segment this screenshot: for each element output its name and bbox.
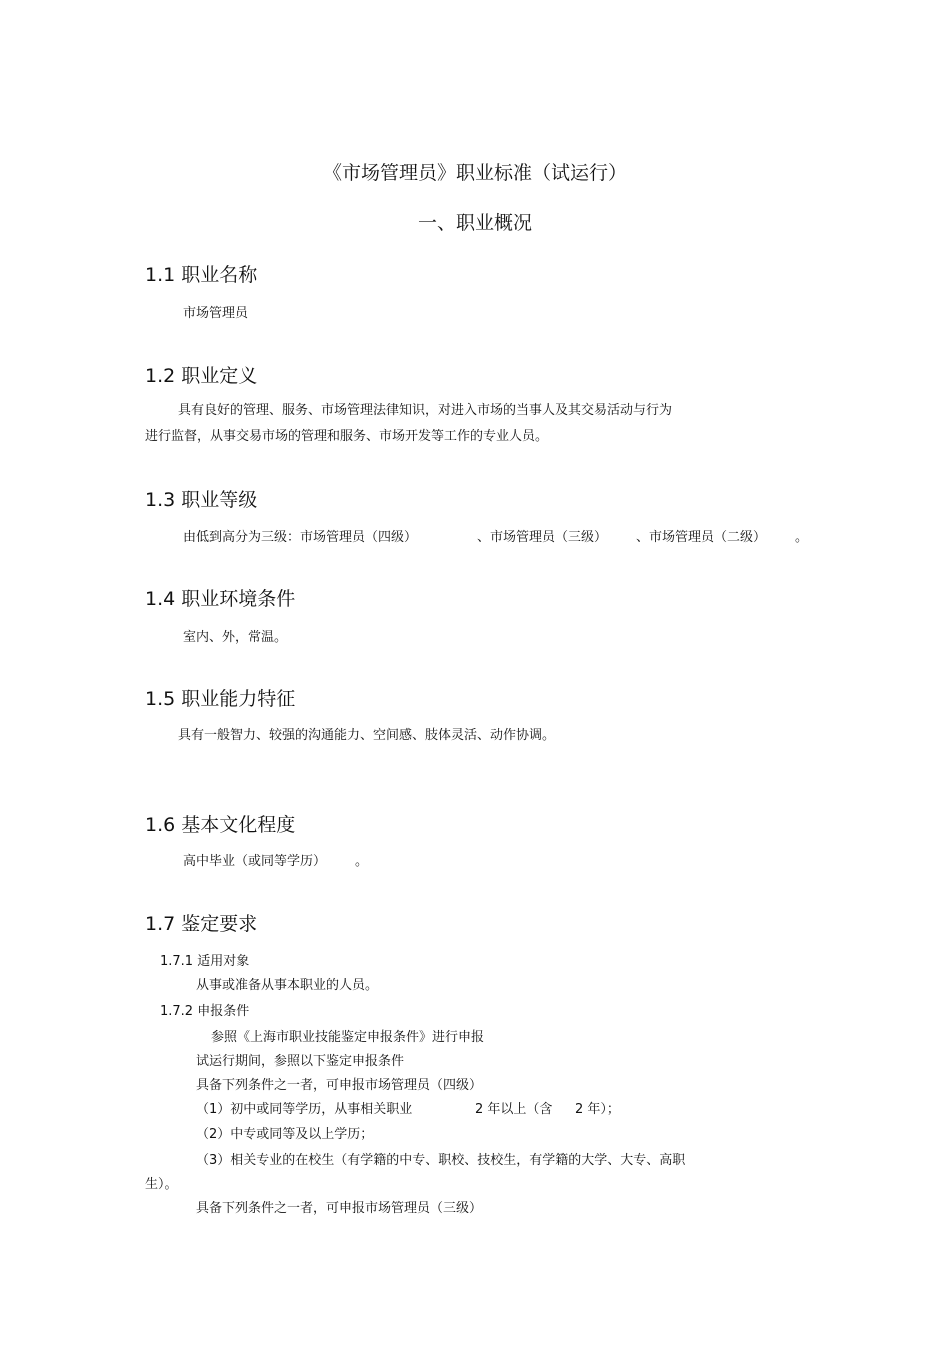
section-heading-1-4: 1.4 职业环境条件 — [145, 588, 296, 610]
condition-3-line-2: 生）。 — [145, 1177, 178, 1192]
section-heading-1-5: 1.5 职业能力特征 — [145, 688, 296, 710]
subsection-heading-1-7-2: 1.7.2 申报条件 — [160, 1004, 250, 1019]
levels-text-part-2: 、市场管理员（三级） — [477, 530, 608, 545]
level-4-intro: 具备下列条件之一者，可申报市场管理员（四级） — [196, 1078, 483, 1093]
condition-1-part-b: 2 年以上（含 — [475, 1102, 553, 1117]
section-heading-1-3: 1.3 职业等级 — [145, 489, 258, 511]
section-heading-1-7: 1.7 鉴定要求 — [145, 913, 258, 935]
section-heading-1-2: 1.2 职业定义 — [145, 365, 258, 387]
condition-2: （2）中专或同等及以上学历； — [196, 1127, 374, 1142]
subsection-heading-1-7-1: 1.7.1 适用对象 — [160, 954, 250, 969]
condition-1-part-a: （1）初中或同等学历，从事相关职业 — [196, 1102, 413, 1117]
condition-3-line-1: （3）相关专业的在校生（有学籍的中专、职校、技校生，有学籍的大学、大专、高职 — [196, 1153, 686, 1168]
education-text-part-2: 。 — [355, 854, 369, 869]
reference-line: 参照《上海市职业技能鉴定申报条件》进行申报 — [211, 1030, 485, 1045]
condition-1-part-c: 2 年）； — [575, 1102, 620, 1117]
occupation-name-text: 市场管理员 — [183, 306, 249, 321]
applicable-target-text: 从事或准备从事本职业的人员。 — [196, 978, 379, 993]
level-3-intro: 具备下列条件之一者，可申报市场管理员（三级） — [196, 1201, 483, 1216]
trial-period-line: 试运行期间，参照以下鉴定申报条件 — [196, 1054, 405, 1069]
levels-text-part-4: 。 — [795, 530, 809, 545]
document-title: 《市场管理员》职业标准（试运行） — [322, 162, 627, 184]
environment-text: 室内、外，常温。 — [183, 630, 288, 645]
chapter-title: 一、职业概况 — [417, 212, 532, 234]
education-text-part-1: 高中毕业（或同等学历） — [183, 854, 327, 869]
section-heading-1-1: 1.1 职业名称 — [145, 264, 258, 286]
levels-text-part-3: 、市场管理员（二级） — [636, 530, 767, 545]
definition-line-1: 具有良好的管理、服务、市场管理法律知识，对进入市场的当事人及其交易活动与行为 — [178, 403, 673, 418]
section-heading-1-6: 1.6 基本文化程度 — [145, 814, 296, 836]
ability-text: 具有一般智力、较强的沟通能力、空间感、肢体灵活、动作协调。 — [178, 728, 556, 743]
levels-text-part-1: 由低到高分为三级：市场管理员（四级） — [183, 530, 418, 545]
definition-line-2: 进行监督，从事交易市场的管理和服务、市场开发等工作的专业人员。 — [145, 429, 549, 444]
